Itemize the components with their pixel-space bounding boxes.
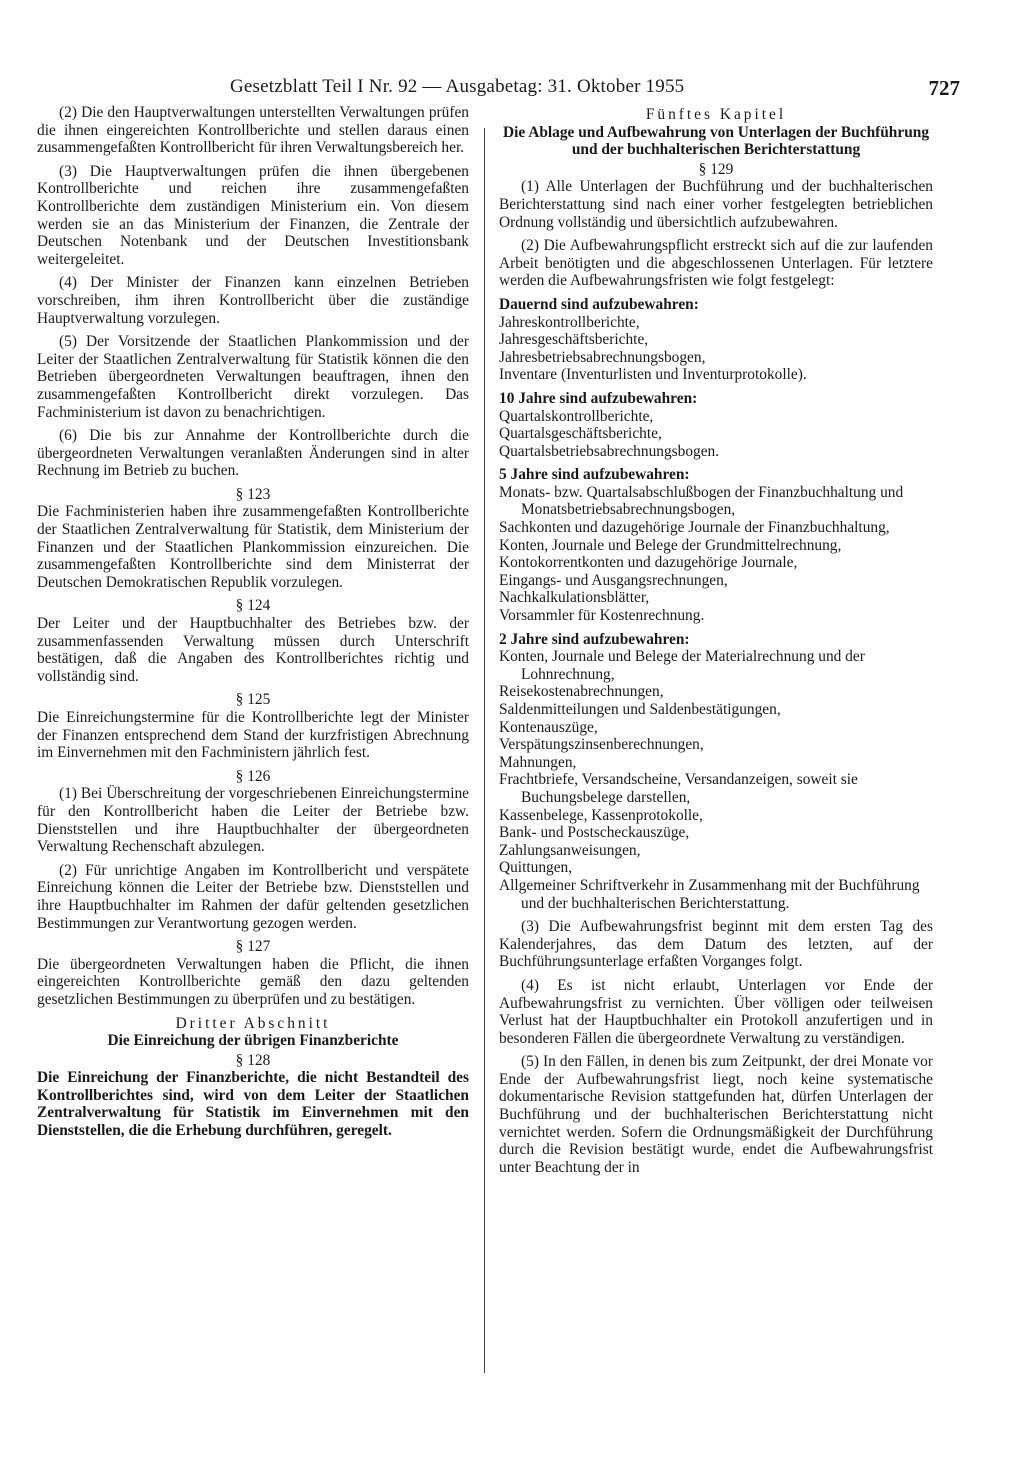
retention-group bbox=[499, 296, 933, 384]
list-item: Nachkalkulationsblätter, bbox=[499, 589, 650, 607]
list-item: Frachtbriefe, Versandscheine, Versandanzeigen, soweit sie Buchungsbelege darstellen, bbox=[499, 771, 858, 806]
group-heading: 2 Jahre sind aufzubewahren: bbox=[499, 630, 690, 648]
list-item: Reisekostenabrechnungen, bbox=[499, 683, 664, 701]
section-number: § 127 bbox=[235, 938, 271, 956]
paragraph: Die übergeordneten Verwaltungen haben die Pflicht, die ihnen eingereichten Kontrollberichte gemäß den dazu geltenden gesetzlichen Bestimmungen zu überprüfen und zu bestätigen. bbox=[37, 955, 469, 1008]
chapter-label: Fünftes Kapitel bbox=[645, 106, 787, 123]
paragraph: (4) Der Minister der Finanzen kann einzelnen Betrieben vorschreiben, ihm ihren Kontrollbericht über die zuständige Hauptverwaltung vorzulegen. bbox=[37, 274, 469, 327]
list-item: Quartalsbetriebsabrechnungsbogen. bbox=[499, 442, 720, 460]
list-item: Jahresgeschäftsberichte, bbox=[499, 331, 649, 349]
list-item: Inventare (Inventurlisten und Inventurprotokolle). bbox=[499, 366, 807, 384]
paragraph: (4) Es ist nicht erlaubt, Unterlagen vor Ende der Aufbewahrungsfrist zu vernichten. Über völligen oder teilweisen Verlust hat der Hauptbuchhalter ein Protokoll anzufertigen und in besonderen Fällen die übergeordnete Verwaltung zu verständigen. bbox=[499, 976, 933, 1047]
list-item: Konten, Journale und Belege der Materialrechnung und der Lohnrechnung, bbox=[499, 648, 865, 683]
section-number: § 128 bbox=[235, 1051, 271, 1069]
paragraph: (3) Die Hauptverwaltungen prüfen die ihnen übergebenen Kontrollberichte und reichen ihre zusammengefaßten Kontrollberichte dem zuständigen Ministerium ein. Von diesem werden sie an das Ministerium der Finanzen, die Zentrale der Deutschen Notenbank und der Deutschen Investitionsbank weitergeleitet. bbox=[37, 162, 469, 268]
list-item: Eingangs- und Ausgangsrechnungen, bbox=[499, 571, 728, 589]
paragraph: Der Leiter und der Hauptbuchhalter des Betriebes bzw. der zusammenfassenden Verwaltung müssen durch Unterschrift bestätigen, daß die Angaben des Kontrollberichtes richtig und vollständig sind. bbox=[37, 615, 469, 685]
retention-group bbox=[499, 466, 933, 624]
left-column bbox=[37, 104, 469, 1146]
section-number: § 126 bbox=[235, 767, 271, 785]
paragraph: (2) Für unrichtige Angaben im Kontrollbericht und verspätete Einreichung können die Leiter der Betriebe bzw. Dienststellen und ihre Hauptbuchhalter im Rahmen der dafür geltenden gesetzlichen Bestimmungen zur Verantwortung gezogen werden. bbox=[37, 861, 469, 932]
paragraph: (6) Die bis zur Annahme der Kontrollberichte durch die übergeordneten Verwaltungen veranlaßten Änderungen sind in alter Rechnung im Betrieb zu buchen. bbox=[37, 427, 469, 480]
paragraph: (2) Die den Hauptverwaltungen unterstellten Verwaltungen prüfen die ihnen eingereichten Kontrollberichte und stellen daraus einen zusammengefaßten Kontrollbericht für ihren Verwaltungsbereich her. bbox=[37, 104, 469, 157]
list-item: Kassenbelege, Kassenprotokolle, bbox=[499, 806, 703, 824]
list-item: Quartalsgeschäftsberichte, bbox=[499, 425, 662, 443]
chapter-title: Die Ablage und Aufbewahrung von Unterlagen der Buchführung und der buchhalterischen Berichterstattung bbox=[502, 123, 930, 159]
paragraph: (5) Der Vorsitzende der Staatlichen Plankommission und der Leiter der Staatlichen Zentralverwaltung für Statistik können die den Betrieben übergeordneten Verwaltungen beauftragen, ihnen den zusammengefaßten Kontrollbericht direkt vorzulegen. Das Fachministerium ist davon zu benachrichtigen. bbox=[37, 333, 469, 421]
retention-group bbox=[499, 631, 933, 913]
group-heading: 10 Jahre sind aufzubewahren: bbox=[499, 389, 698, 407]
list-item: Mahnungen, bbox=[499, 753, 577, 771]
section-number: § 129 bbox=[698, 160, 734, 178]
section-number: § 123 bbox=[235, 485, 271, 503]
right-column bbox=[499, 104, 933, 1182]
list-item: Sachkonten und dazugehörige Journale der Finanzbuchhaltung, bbox=[499, 519, 890, 537]
paragraph: (2) Die Aufbewahrungspflicht erstreckt sich auf die zur laufenden Arbeit benötigten und die abgeschlossenen Unterlagen. Für letztere werden die Aufbewahrungsfristen wie folgt festgelegt: bbox=[499, 237, 933, 290]
retention-group bbox=[499, 390, 933, 460]
section-number: § 125 bbox=[235, 691, 271, 709]
section-title: Die Einreichung der übrigen Finanzberichte bbox=[107, 1032, 399, 1050]
list-item: Quartalskontrollberichte, bbox=[499, 407, 654, 425]
paragraph: (1) Bei Überschreitung der vorgeschriebenen Einreichungstermine für den Kontrollbericht haben die Leiter der Betriebe bzw. Dienststellen und ihre Hauptbuchhalter der übergeordneten Verwaltung Rechenschaft abzulegen. bbox=[37, 785, 469, 856]
paragraph: Die Einreichung der Finanzberichte, die nicht Bestandteil des Kontrollberichtes sind, wird von dem Leiter der Staatlichen Zentralverwaltung für Statistik im Einvernehmen mit den Dienststellen, die die Erhebung durchführen, geregelt. bbox=[37, 1069, 469, 1140]
paragraph: Die Fachministerien haben ihre zusammengefaßten Kontrollberichte der Staatlichen Zentralverwaltung für Statistik, dem Ministerium der Finanzen und der Staatlichen Plankommission einzureichen. Die zusammengefaßten Kontrollberichte sind dem Ministerrat der Deutschen Demokratischen Republik vorzulegen. bbox=[37, 503, 469, 591]
list-item: Jahreskontrollberichte, bbox=[499, 313, 640, 331]
page-header bbox=[30, 76, 960, 106]
list-item: Quittungen, bbox=[499, 859, 573, 877]
paragraph: (3) Die Aufbewahrungsfrist beginnt mit dem ersten Tag des Kalenderjahres, das dem Datum des letzten, auf der Buchführungsunterlage erfaßten Vorganges folgt. bbox=[499, 918, 933, 971]
list-item: Jahresbetriebsabrechnungsbogen, bbox=[499, 348, 706, 366]
list-item: Kontokorrentkonten und dazugehörige Journale, bbox=[499, 554, 798, 572]
page-number: 727 bbox=[928, 76, 960, 100]
group-heading: Dauernd sind aufzubewahren: bbox=[499, 295, 699, 313]
section-number: § 124 bbox=[235, 597, 271, 615]
paragraph: Die Einreichungstermine für die Kontrollberichte legt der Minister der Finanzen entsprechend dem Stand der kurzfristigen Abrechnung im Einvernehmen mit den Fachministern jährlich fest. bbox=[37, 709, 469, 762]
list-item: Allgemeiner Schriftverkehr in Zusammenhang mit der Buchführung und der buchhalterischen Berichterstattung. bbox=[499, 876, 920, 912]
list-item: Saldenmitteilungen und Saldenbestätigungen, bbox=[499, 701, 781, 718]
paragraph: (1) Alle Unterlagen der Buchführung und der buchhalterischen Berichterstattung sind nach einer vorher festgelegten betrieblichen Ordnung vollständig und übersichtlich aufzubewahren. bbox=[499, 178, 933, 231]
header-title: Gesetzblatt Teil I Nr. 92 — Ausgabetag: 31. Oktober 1955 bbox=[230, 76, 685, 97]
list-item: Kontenauszüge, bbox=[499, 718, 598, 736]
group-heading: 5 Jahre sind aufzubewahren: bbox=[499, 466, 690, 484]
list-item: Bank- und Postscheckauszüge, bbox=[499, 824, 690, 842]
list-item: Konten, Journale und Belege der Grundmittelrechnung, bbox=[499, 536, 842, 554]
list-item: Vorsammler für Kostenrechnung. bbox=[499, 607, 705, 625]
list-item: Verspätungszinsenberechnungen, bbox=[499, 736, 704, 754]
column-divider bbox=[484, 128, 485, 1373]
section-label: Dritter Abschnitt bbox=[175, 1014, 331, 1032]
paragraph: (5) In den Fällen, in denen bis zum Zeitpunkt, der drei Monate vor Ende der Aufbewahrungsfrist liegt, noch keine systematische dokumentarische Revision stattgefunden hat, dürfen Unterlagen der Buchführung und der buchhalterischen Berichterstattung nicht vernichtet werden. Sofern die Ordnungsmäßigkeit der Durchführung durch die Revision bestätigt wurde, endet die Aufbewahrungsfrist unter Beachtung der in bbox=[499, 1053, 933, 1176]
list-item: Zahlungsanweisungen, bbox=[499, 841, 641, 859]
list-item: Monats- bzw. Quartalsabschlußbogen der Finanzbuchhaltung und Monatsbetriebsabrechnungsbogen, bbox=[499, 483, 904, 519]
